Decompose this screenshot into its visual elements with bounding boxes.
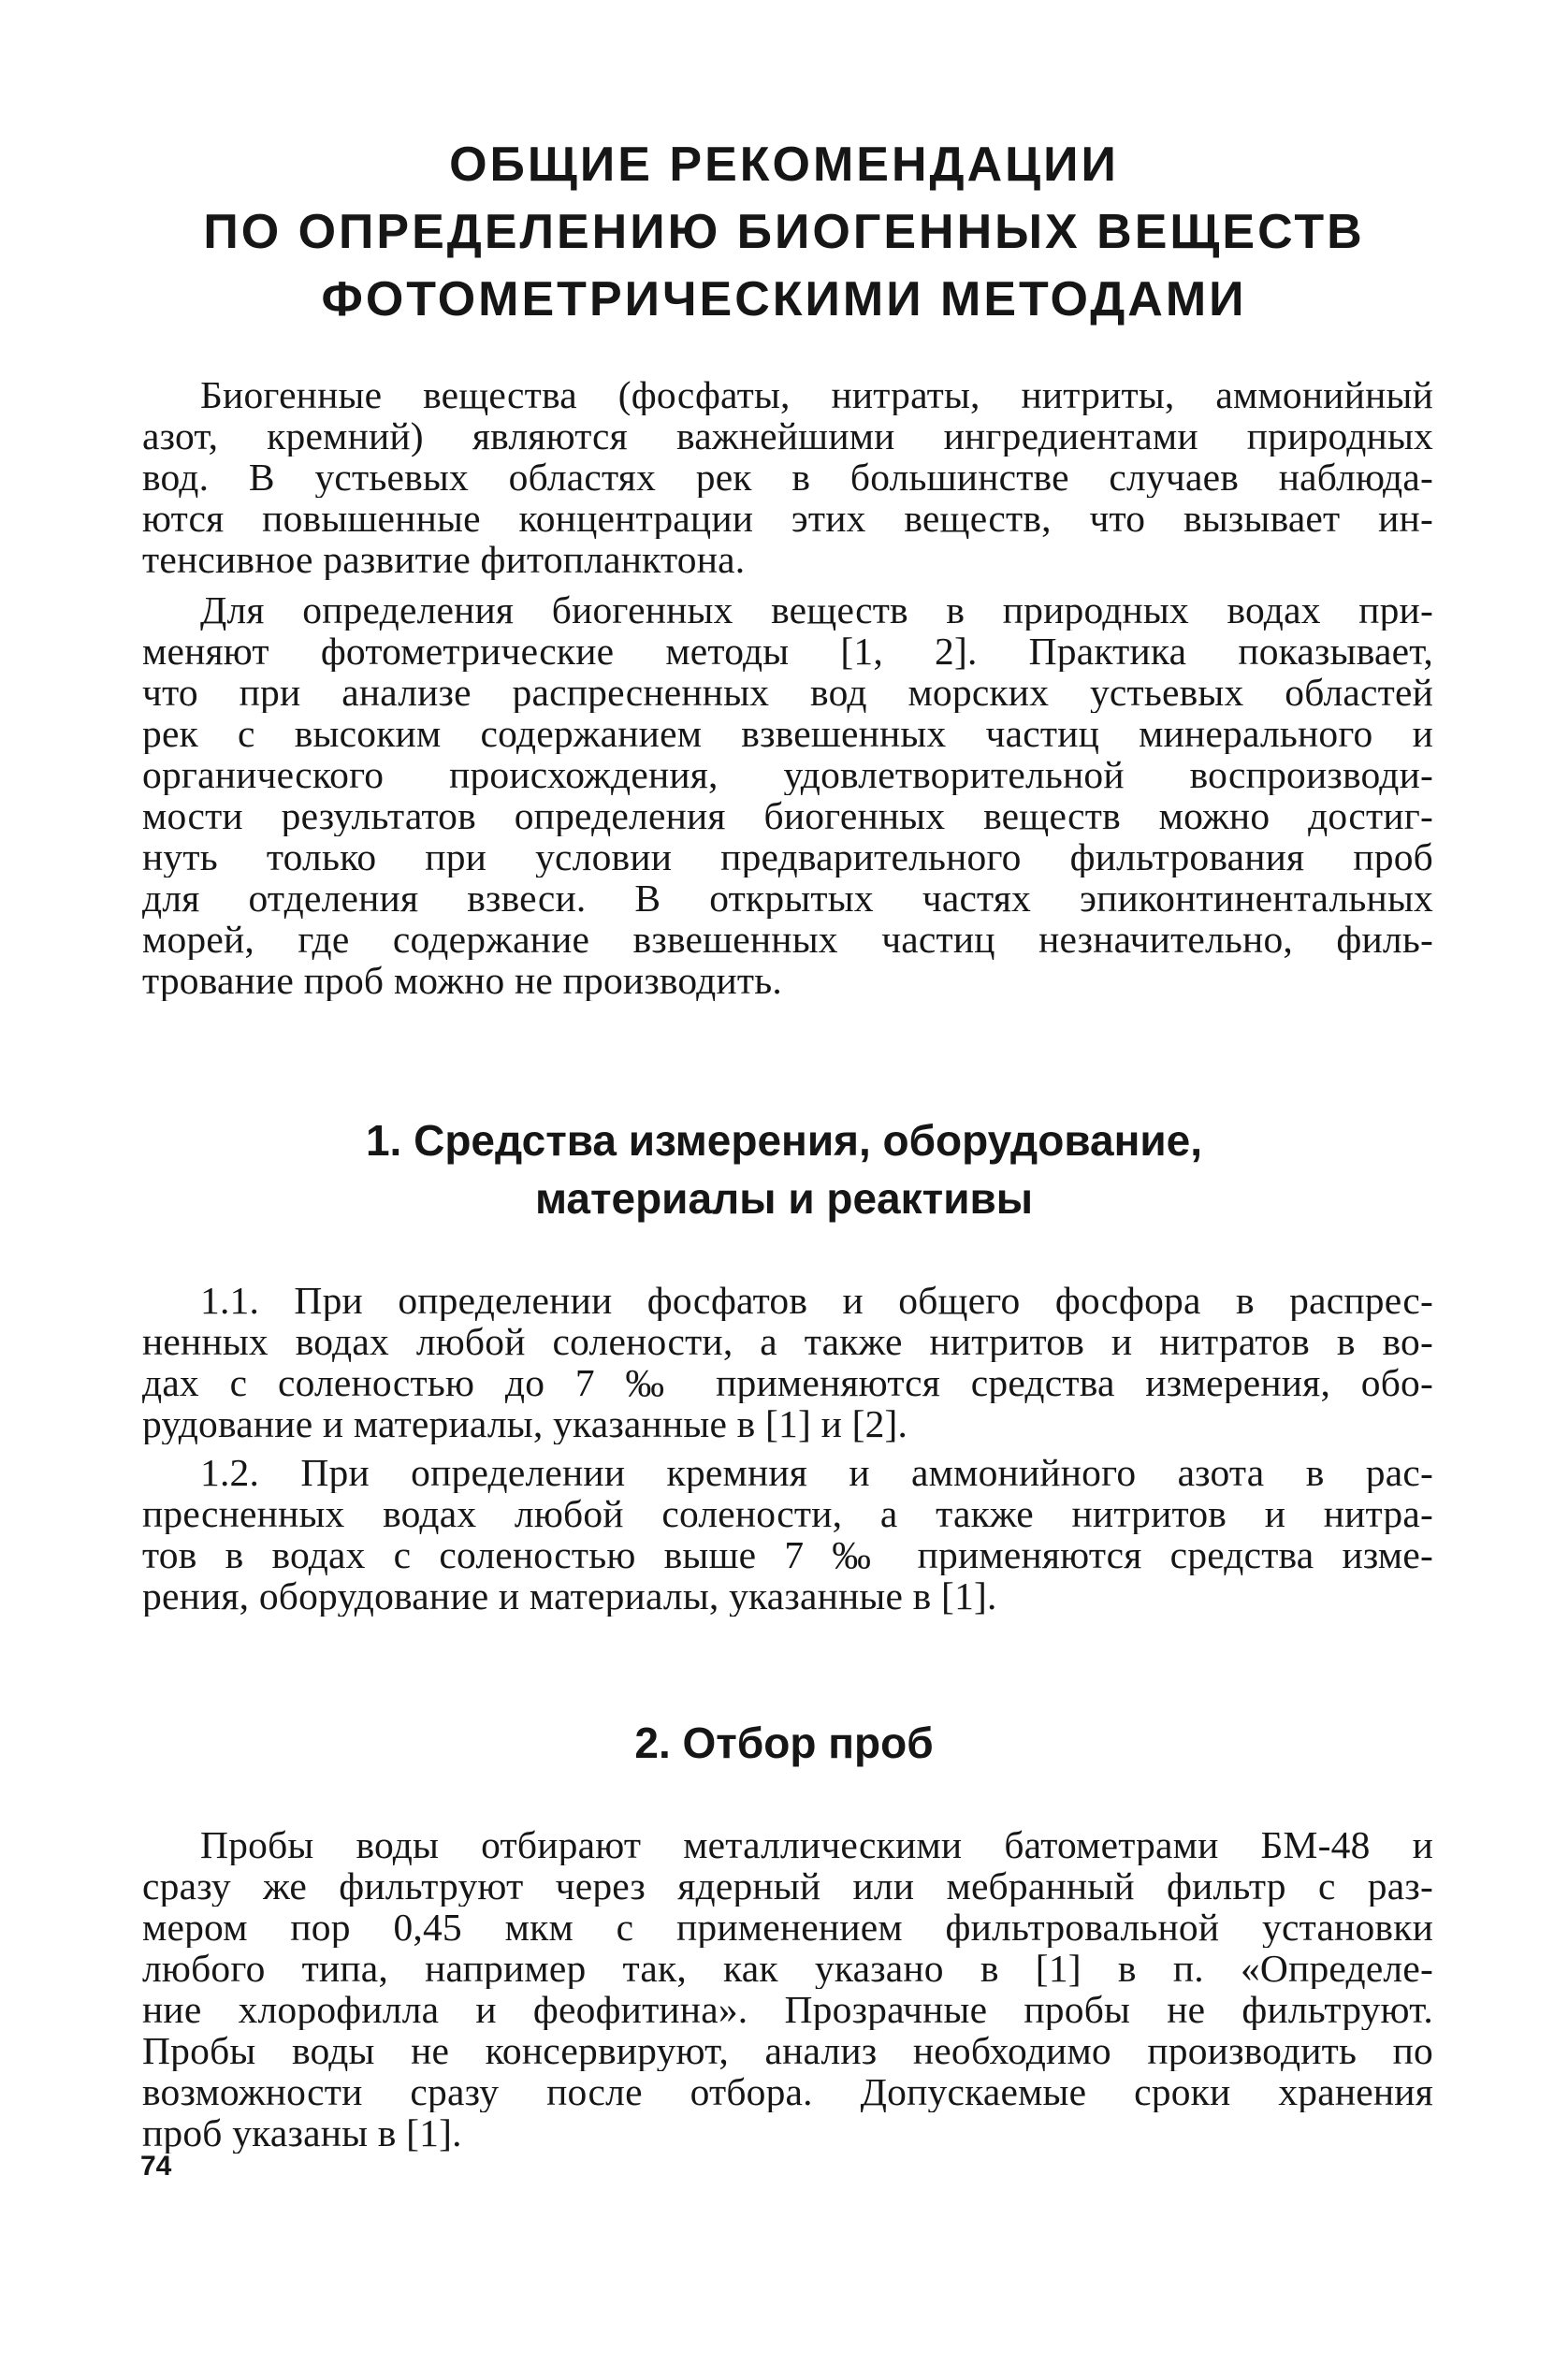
text-line: трование проб можно не производить. bbox=[142, 960, 782, 1001]
text-line: 1.1. При определении фосфатов и общего фосфора в распрес- bbox=[200, 1280, 1433, 1321]
text-line: тов в водах с соленостью выше 7 ‰ применяются средства изме- bbox=[142, 1534, 1433, 1575]
intro-paragraph-1 bbox=[142, 374, 1433, 580]
text-line: азот, кремний) являются важнейшими ингредиентами природных bbox=[142, 415, 1433, 457]
text-line: любого типа, например так, как указано в [1] в п. «Определе- bbox=[142, 1948, 1433, 1989]
section-2-heading bbox=[140, 1714, 1428, 1772]
heading-line: 2. Отбор проб bbox=[634, 1719, 934, 1767]
text-line: пресненных водах любой солености, а также нитритов и нитра- bbox=[142, 1493, 1433, 1534]
text-line: рения, оборудование и материалы, указанные в [1]. bbox=[142, 1575, 997, 1617]
text-line: вод. В устьевых областях рек в большинстве случаев наблюда- bbox=[142, 457, 1433, 498]
title-line: ПО ОПРЕДЕЛЕНИЮ БИОГЕННЫХ ВЕЩЕСТВ bbox=[203, 205, 1365, 259]
text-line: рек с высоким содержанием взвешенных частиц минерального и bbox=[142, 713, 1433, 754]
text-line: меняют фотометрические методы [1, 2]. Практика показывает, bbox=[142, 631, 1433, 672]
text-line: Биогенные вещества (фосфаты, нитраты, нитриты, аммонийный bbox=[200, 374, 1433, 415]
text-line: ненных водах любой солености, а также нитритов и нитратов в во- bbox=[142, 1321, 1433, 1362]
text-line: 1.2. При определении кремния и аммонийного азота в рас- bbox=[200, 1452, 1433, 1493]
text-line: мером пор 0,45 мкм с применением фильтровальной установки bbox=[142, 1907, 1433, 1948]
section-1-paragraph-1 bbox=[142, 1280, 1433, 1444]
intro-paragraph-2 bbox=[142, 589, 1433, 1001]
text-line: дах с соленостью до 7 ‰ применяются средства измерения, обо- bbox=[142, 1362, 1433, 1403]
text-line: проб указаны в [1]. bbox=[142, 2112, 462, 2154]
text-line: нуть только при условии предварительного фильтрования проб bbox=[142, 836, 1433, 877]
text-line: ние хлорофилла и феофитина». Прозрачные пробы не фильтруют. bbox=[142, 1989, 1433, 2030]
heading-line: 1. Средства измерения, оборудование, bbox=[365, 1116, 1203, 1165]
page-number: 74 bbox=[140, 2151, 172, 2182]
text-line: сразу же фильтруют через ядерный или мебранный фильтр с раз- bbox=[142, 1865, 1433, 1907]
title-line: ОБЩИЕ РЕКОМЕНДАЦИИ bbox=[449, 138, 1119, 192]
text-line: Пробы воды отбирают металлическими батометрами БМ-48 и bbox=[200, 1824, 1433, 1865]
text-line: ются повышенные концентрации этих веществ, что вызывает ин- bbox=[142, 498, 1433, 539]
section-2-paragraph-1 bbox=[142, 1824, 1433, 2154]
text-line: мости результатов определения биогенных веществ можно достиг- bbox=[142, 795, 1433, 836]
text-line: что при анализе распресненных вод морских устьевых областей bbox=[142, 672, 1433, 713]
text-line: морей, где содержание взвешенных частиц незначительно, филь- bbox=[142, 919, 1433, 960]
heading-line: материалы и реактивы bbox=[534, 1174, 1034, 1223]
text-line: органического происхождения, удовлетворительной воспроизводи- bbox=[142, 754, 1433, 795]
section-1-paragraph-2 bbox=[142, 1452, 1433, 1617]
text-line: для отделения взвеси. В открытых частях эпиконтинентальных bbox=[142, 877, 1433, 919]
text-line: тенсивное развитие фитопланктона. bbox=[142, 539, 746, 580]
text-line: Пробы воды не консервируют, анализ необходимо производить по bbox=[142, 2030, 1433, 2071]
document-title bbox=[140, 131, 1428, 333]
text-line: возможности сразу после отбора. Допускаемые сроки хранения bbox=[142, 2071, 1433, 2112]
text-line: рудование и материалы, указанные в [1] и [2]. bbox=[142, 1403, 908, 1444]
section-1-heading bbox=[140, 1111, 1428, 1227]
title-line: ФОТОМЕТРИЧЕСКИМИ МЕТОДАМИ bbox=[321, 272, 1247, 326]
text-line: Для определения биогенных веществ в природных водах при- bbox=[200, 589, 1433, 631]
